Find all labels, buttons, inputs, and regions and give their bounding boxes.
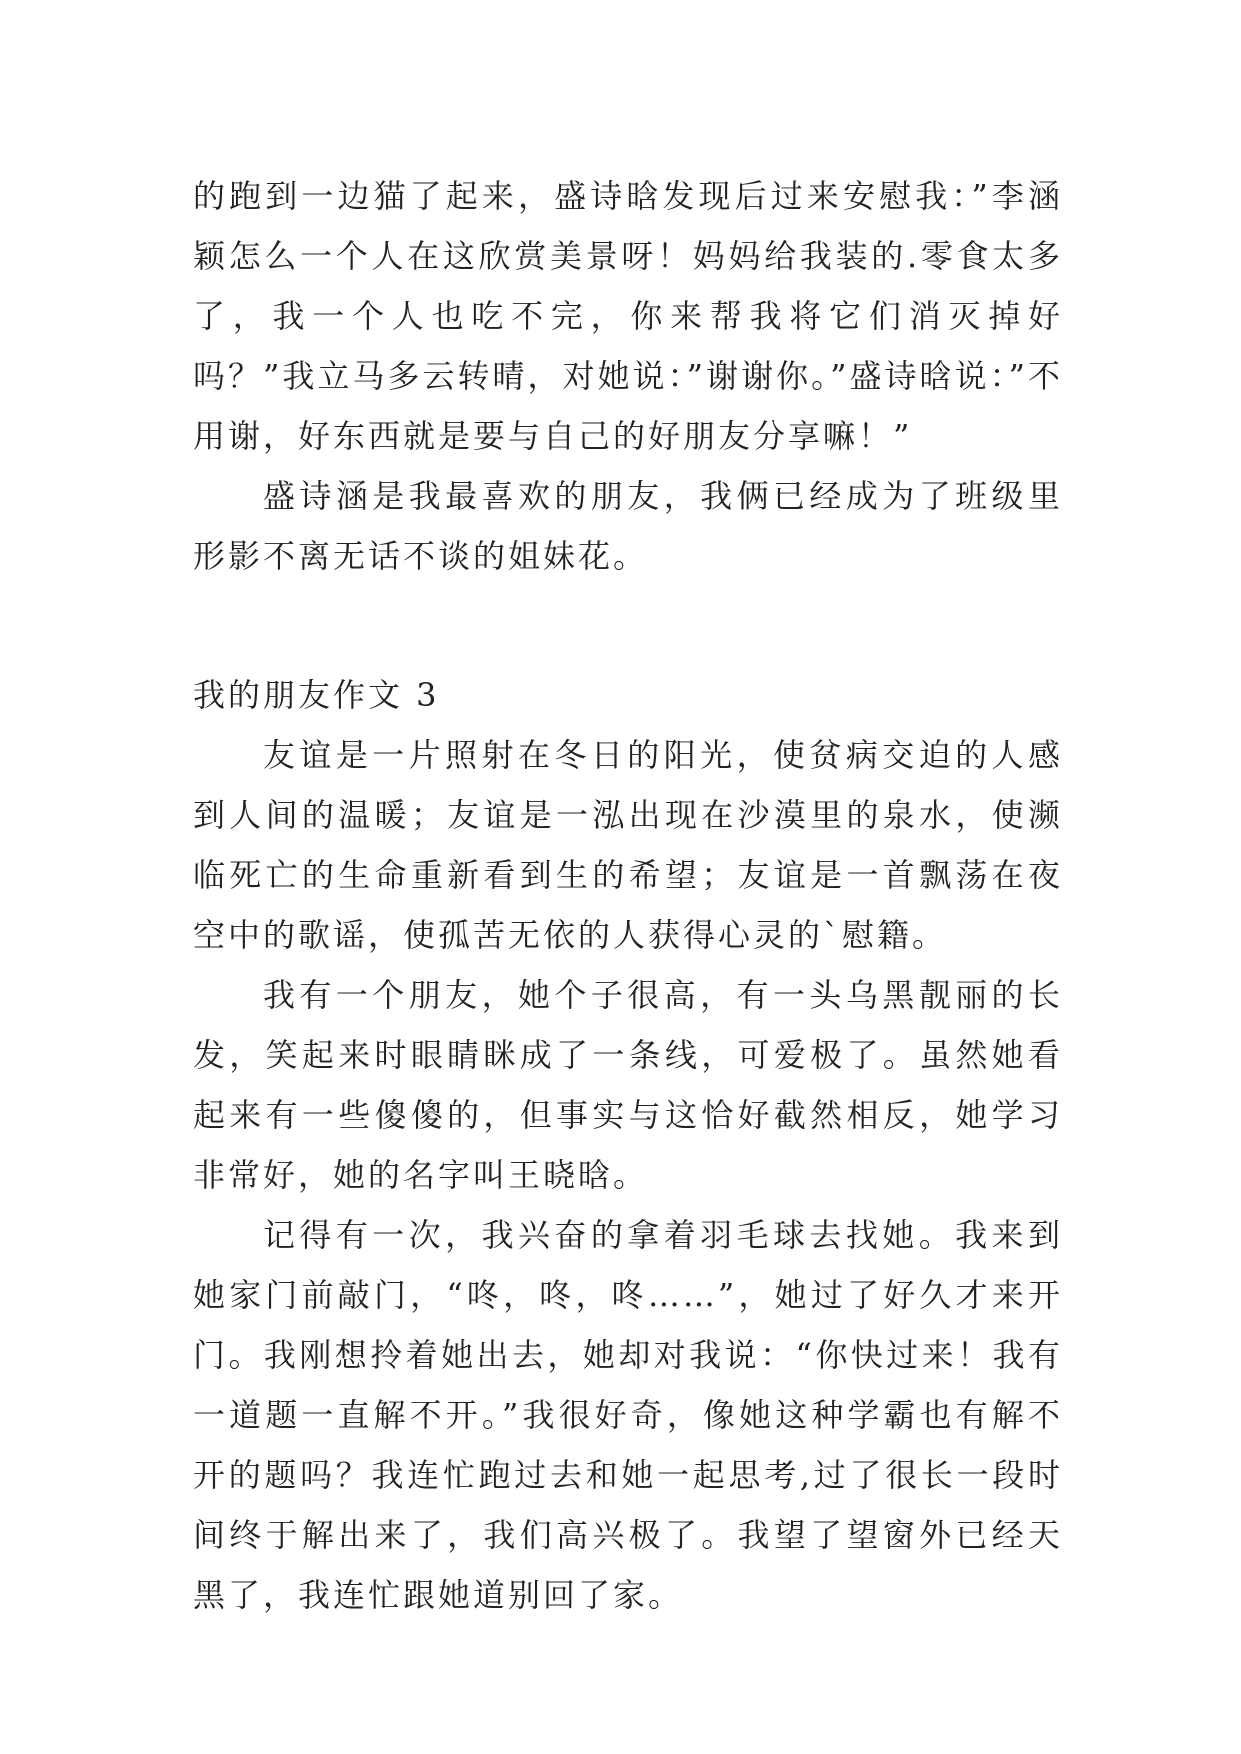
paragraph-story: 记得有一次，我兴奋的拿着羽毛球去找她。我来到她家门前敲门，“咚，咚，咚……”，她过了好久才来开门。我刚想拎着她出去，她却对我说：“你快过来！我有一道题一直解不开。”我很好奇，像她这种学霸也有解不开的题吗？我连忙跑过去和她一起思考,过了很长一段时间终于解出来了，我们高兴极了。我望了望窗外已经天黑了，我连忙跟她道别回了家。 bbox=[193, 1216, 1063, 1614]
document-page bbox=[193, 166, 1063, 1625]
section-title: 我的朋友作文 3 bbox=[193, 676, 440, 714]
paragraph-continuation: 的跑到一边猫了起来，盛诗晗发现后过来安慰我：”李涵颖怎么一个人在这欣赏美景呀！妈妈给我装的.零食太多了，我一个人也吃不完，你来帮我将它们消灭掉好吗？”我立马多云转晴，对她说：”谢谢你。”盛诗晗说：”不用谢，好东西就是要与自己的好朋友分享嘛！” bbox=[193, 177, 1063, 455]
paragraph-friendship-intro: 友谊是一片照射在冬日的阳光，使贫病交迫的人感到人间的温暖；友谊是一泓出现在沙漠里的泉水，使濒临死亡的生命重新看到生的希望；友谊是一首飘荡在夜空中的歌谣，使孤苦无依的人获得心灵的`慰籍。 bbox=[193, 736, 1063, 954]
paragraph-closing: 盛诗涵是我最喜欢的朋友，我俩已经成为了班级里形影不离无话不谈的姐妹花。 bbox=[193, 477, 1063, 575]
paragraph-friend-description: 我有一个朋友，她个子很高，有一头乌黑靓丽的长发，笑起来时眼睛眯成了一条线，可爱极了。虽然她看起来有一些傻傻的，但事实与这恰好截然相反，她学习非常好，她的名字叫王晓晗。 bbox=[193, 976, 1063, 1194]
